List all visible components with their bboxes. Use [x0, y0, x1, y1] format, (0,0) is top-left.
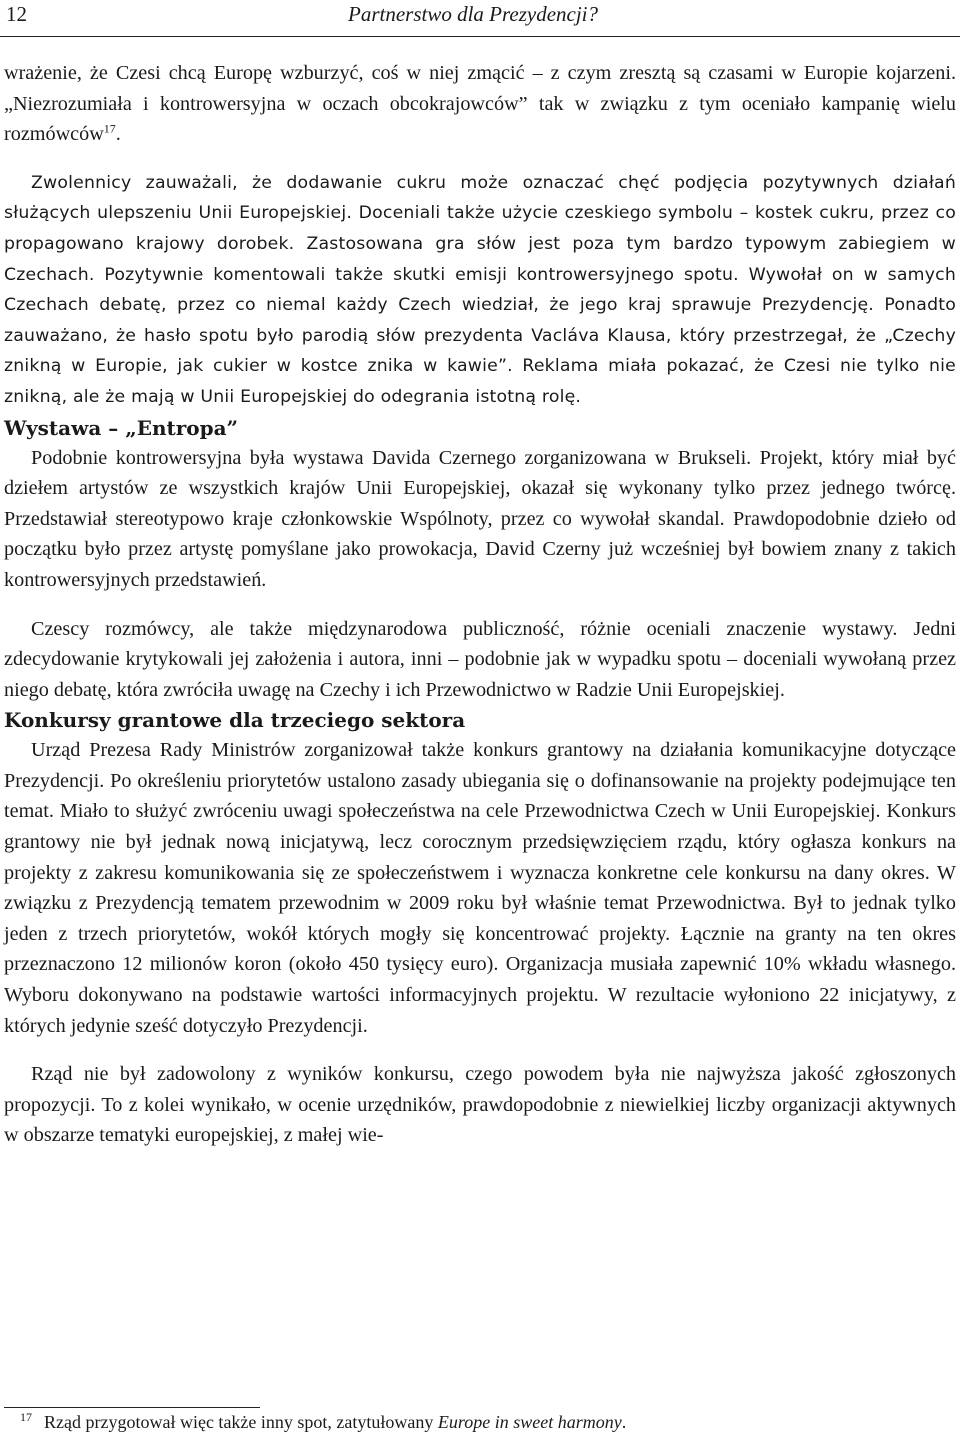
footnote-tail: .	[621, 1412, 627, 1432]
header-rule	[0, 36, 960, 37]
page-number: 12	[6, 2, 27, 26]
paragraph-3: Podobnie kontrowersyjna była wystawa Davida Czernego zorganizowana w Brukseli. Projekt, który miał być dziełem artystów ze wszystkich krajów Unii Europejskiej, okazał się wykonany tylko przez jednego twórcę. Przedstawiał stereotypowo kraje członkowskie Wspólnoty, przez co wywołał skandal. Prawdopodobnie dzieło od początku było przez artystę pomyślane jako prowokacja, David Czerny już wcześniej był bowiem znany z takich kontrowersyjnych przedstawień.	[4, 446, 956, 591]
footnote-text	[44, 1412, 626, 1432]
footnote-ref-17[interactable]: 17	[103, 121, 116, 136]
footnote-rule	[4, 1407, 260, 1408]
section-heading-entropa: Wystawa – „Entropa”	[4, 415, 239, 440]
running-title: Partnerstwo dla Prezydencji?	[348, 2, 599, 26]
paragraph-1-tail: .	[115, 123, 121, 146]
paragraph-6: Rząd nie był zadowolony z wyników konkursu, czego powodem była nie najwyższa jakość zgłoszonych propozycji. To z kolei wynikało, w ocenie urzędników, prawdopodobnie z niewielkiej liczby organizacji aktywnych w obszarze tematyki europejskiej, z małej wie-	[4, 1063, 956, 1147]
paragraph-1	[4, 58, 956, 150]
paragraph-4: Czescy rozmówcy, ale także międzynarodowa publiczność, różnie oceniali znaczenie wystawy. Jedni zdecydowanie krytykowali jej założenia i autora, inni – podobnie jak w wypadku spotu – doceniali wywołaną przez niego debatę, która zwróciła uwagę na Czechy i ich Przewodnictwo w Radzie Unii Europejskiej.	[4, 617, 956, 701]
page-header	[0, 0, 960, 38]
footnote-text-main: Rząd przygotował więc także inny spot, zatytułowany	[44, 1412, 438, 1432]
footnote-number: 17	[20, 1410, 32, 1424]
section-heading-konkursy: Konkursy grantowe dla trzeciego sektora	[4, 708, 466, 733]
paragraph-1-text: wrażenie, że Czesi chcą Europę wzburzyć, coś w niej zmącić – z czym zresztą są czasami w Europie kojarzeni. „Niezrozumiała i kontrowersyjna w oczach obcokrajowców” tak w związku z tym oceniało kampanię wielu rozmówców	[4, 62, 956, 146]
page-body	[4, 58, 956, 1151]
paragraph-2: Zwolennicy zauważali, że dodawanie cukru może oznaczać chęć podjęcia pozytywnych działań służących ulepszeniu Unii Europejskiej. Doceniali także użycie czeskiego symbolu – kostek cukru, przez co propagowano krajowy dorobek. Zastosowana gra słów jest poza tym bardzo typowym zabiegiem w Czechach. Pozytywnie komentowali także skutki emisji kontrowersyjnego spotu. Wywołał on w samych Czechach debatę, przez co niemal każdy Czech wiedział, że jego kraj sprawuje Prezydencję. Ponadto zauważano, że hasło spotu było parodią słów prezydenta Vacláva Klausa, który przestrzegał, że „Czechy znikną w Europie, jak cukier w kostce znika w kawie”. Reklama miała pokazać, że Czesi nie tylko nie znikną, ale że mają w Unii Europejskiej do odegrania istotną rolę.	[4, 172, 956, 407]
footnote-17	[4, 1410, 944, 1434]
paragraph-5: Urząd Prezesa Rady Ministrów zorganizował także konkurs grantowy na działania komunikacyjne dotyczące Prezydencji. Po określeniu priorytetów ustalono zasady ubiegania się o dofinansowanie na projekty podejmujące ten temat. Miało to służyć zwróceniu uwagi społeczeństwa na cele Przewodnictwa Czech w Unii Europejskiej. Konkurs grantowy nie był jednak nową inicjatywą, lecz corocznym przedsięwzięciem rządu, który ogłasza konkurs na projekty z zakresu komunikowania się ze społeczeństwem i wyznacza konkretne cele konkursu na dany okres. W związku z Prezydencją tematem przewodnim w 2009 roku był właśnie temat Przewodnictwa. Był to jednak tylko jeden z trzech priorytetów, wokół których mogły się koncentrować projekty. Łącznie na granty na ten okres przeznaczono 12 milionów koron (około 450 tysięcy euro). Organizacja musiała zapewnić 10% wkładu własnego. Wyboru dokonywano na podstawie wartości informacyjnych projektu. W rezultacie wyłoniono 22 inicjatywy, z których jedynie sześć dotyczyło Prezydencji.	[4, 739, 956, 1037]
footnote-italic-title: Europe in sweet harmony	[437, 1412, 622, 1432]
